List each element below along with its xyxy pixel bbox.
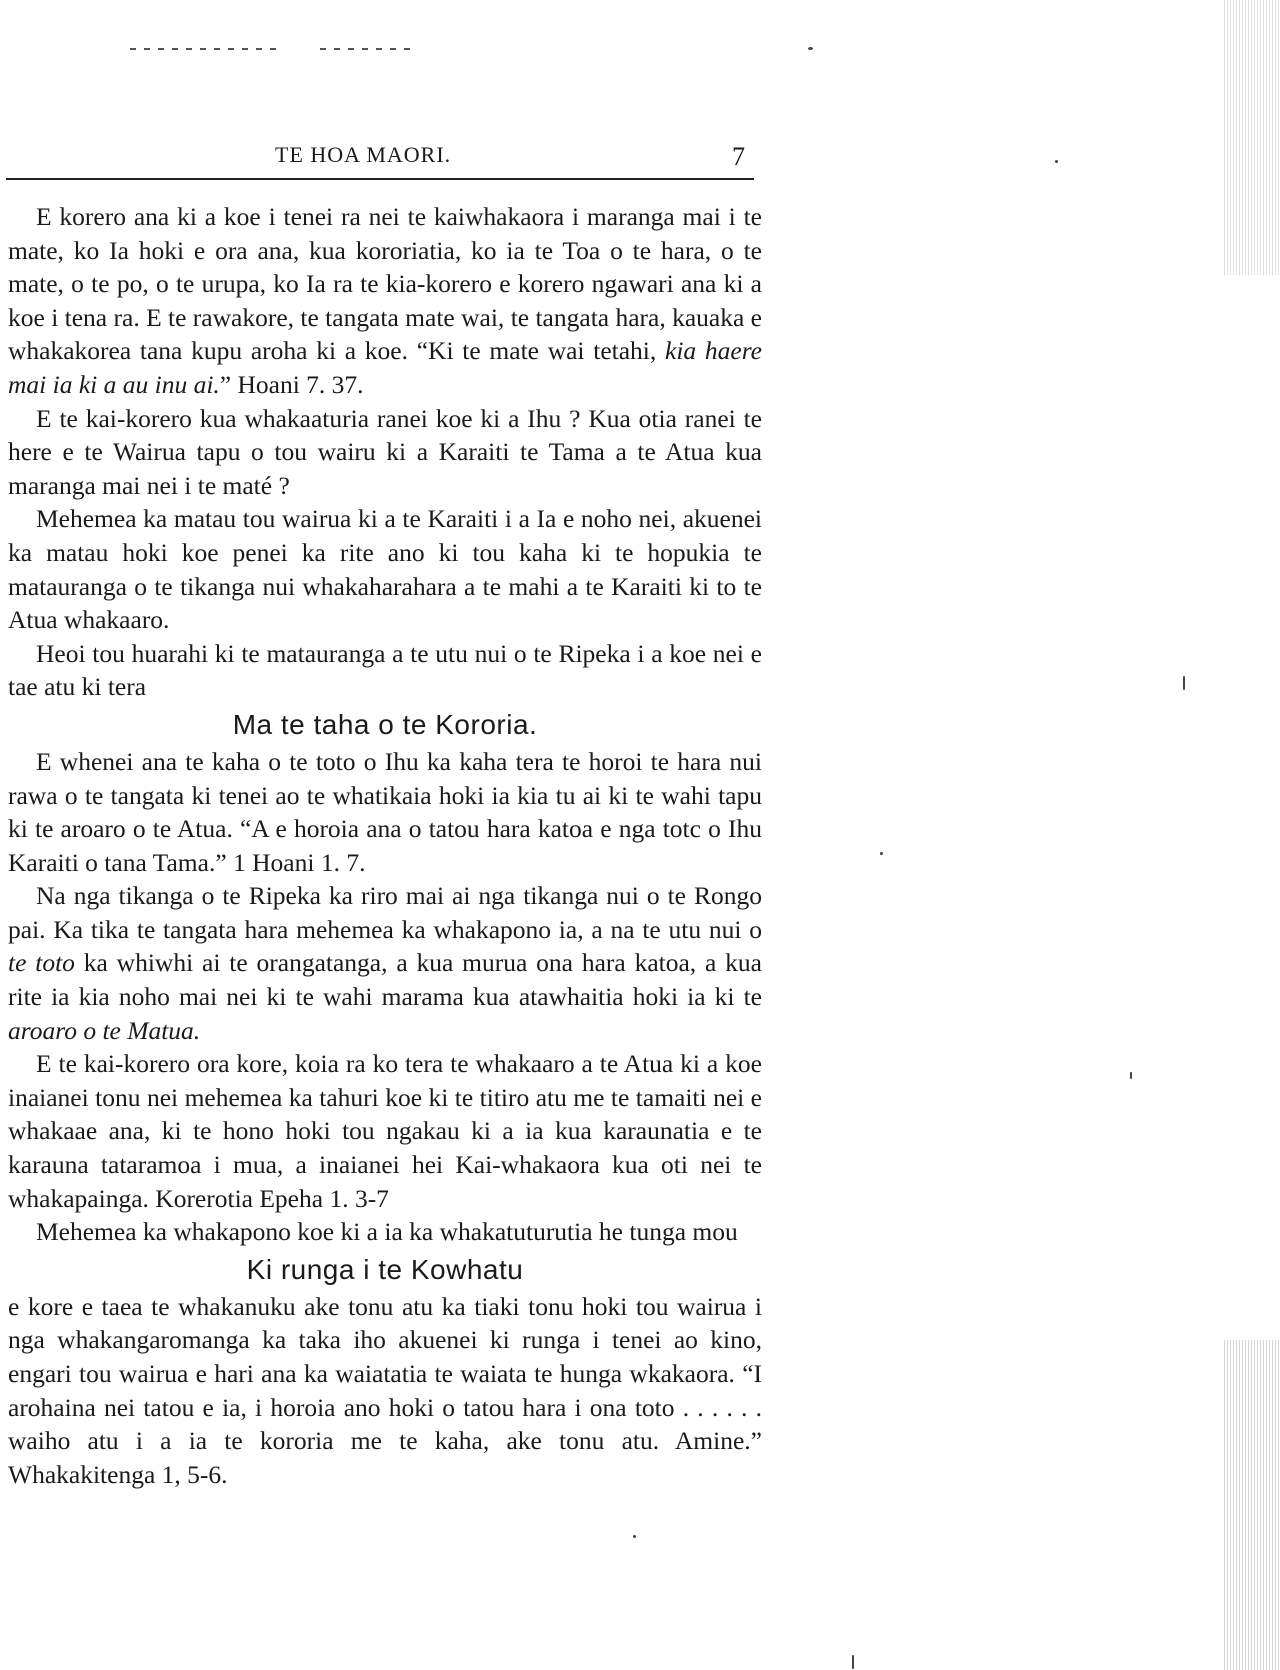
scan-speck: [633, 1535, 636, 1538]
paragraph: E whenei ana te kaha o te toto o Ihu ka kaha tera te horoi te hara nui rawa o te tangata ki tenei ao te whatikaia hoki ia kia tu ai ki te wahi tapu ki te aroaro o te Atua. “A e horoia ana o tatou hara katoa e nga totc o Ihu Karaiti o tana Tama.” 1 Hoani 1. 7.: [8, 746, 762, 877]
section-heading: Ki runga i te Kowhatu: [246, 1253, 524, 1285]
page-number: 7: [732, 142, 745, 171]
scan-speck: [808, 47, 813, 50]
paragraph: E korero ana ki a koe i tenei ra nei te kaiwhakaora i maranga mai i te mate, ko Ia hoki e ora ana, kua kororiatia, ko ia te Toa o te hara, o te mate, o te po, o te urupa, ko Ia ra te kia-korero e korero ngawari ana ki a koe i tena ra. E te rawakore, te tangata mate wai, te tangata hara, kauaka e whakakorea tana kupu aroha ki a koe. “Ki te mate wai tetahi, kia haere mai ia ki a au inu ai.” Hoani 7. 37.: [8, 202, 762, 399]
scan-speck: [1055, 160, 1058, 163]
scan-speck: [880, 852, 883, 855]
running-head: [10, 136, 755, 176]
paragraph: E te kai-korero kua whakaaturia ranei koe ki a Ihu ? Kua otia ranei te here e te Wairua tapu o tou wairu ki a Karaiti te Tama a te Atua kua maranga mai nei i te maté ?: [8, 403, 762, 500]
scan-artifact-edge: [1224, 0, 1280, 275]
header-rule: [6, 178, 754, 180]
section-heading: Ma te taha o te Kororia.: [232, 708, 538, 740]
paragraph: Heoi tou huarahi ki te matauranga a te utu nui o te Ripeka i a koe nei e tae atu ki tera: [8, 638, 762, 702]
paragraph: e kore e taea te whakanuku ake tonu atu ka tiaki tonu hoki tou wairua i nga whakangaromanga ka taka iho akuenei ki runga i tenei ao kino, engari tou wairua e hari ana ka waiatatia te waiata te hunga wkakaora. “I arohaina nei tatou e ia, i horoia ano hoki o tatou hara i ona toto . . . . . . waiho atu i a ia te kororia me te kaha, ake tonu atu. Amine.” Whakakitenga 1, 5-6.: [8, 1291, 762, 1489]
scan-artifact-top: [320, 48, 410, 50]
paragraph: E te kai-korero ora kore, koia ra ko tera te whakaaro a te Atua ki a koe inaianei tonu nei mehemea ka tahuri koe ki te titiro atu me te tamaiti nei e whakaae ana, ki te hono hoki tou ngakau ki a ia kua karaunatia e te karauna tataramoa i mua, a inaianei hei Kai-whakaora kua oti nei te whakapainga. Korerotia Epeha 1. 3-7: [8, 1049, 762, 1213]
scan-artifact-top: [130, 48, 280, 50]
scan-speck: [1183, 676, 1185, 690]
scan-speck: [1130, 1072, 1132, 1079]
scan-artifact-edge: [1224, 1340, 1280, 1670]
scan-speck: [852, 1655, 854, 1669]
body-text: [8, 200, 762, 1491]
paragraph: Mehemea ka matau tou wairua ki a te Karaiti i a Ia e noho nei, akuenei ka matau hoki koe penei ka rite ano ki tou kaha ki te hopukia te matauranga o te tikanga nui whakaharahara a te mahi a te Karaiti ki to te Atua whakaaro.: [8, 504, 762, 635]
running-title: TE HOA MAORI.: [275, 142, 452, 167]
paragraph: Na nga tikanga o te Ripeka ka riro mai ai nga tikanga nui o te Rongo pai. Ka tika te tangata hara mehemea ka whakapono ia, a na te utu nui o te toto ka whiwhi ai te orangatanga, a kua murua ona hara katoa, a kua rite ia kia noho mai nei ki te wahi marama kua atawhaitia hoki ia ki te aroaro o te Matua.: [8, 881, 762, 1045]
paragraph: Mehemea ka whakapono koe ki a ia ka whakatuturutia he tunga mou: [36, 1217, 738, 1247]
